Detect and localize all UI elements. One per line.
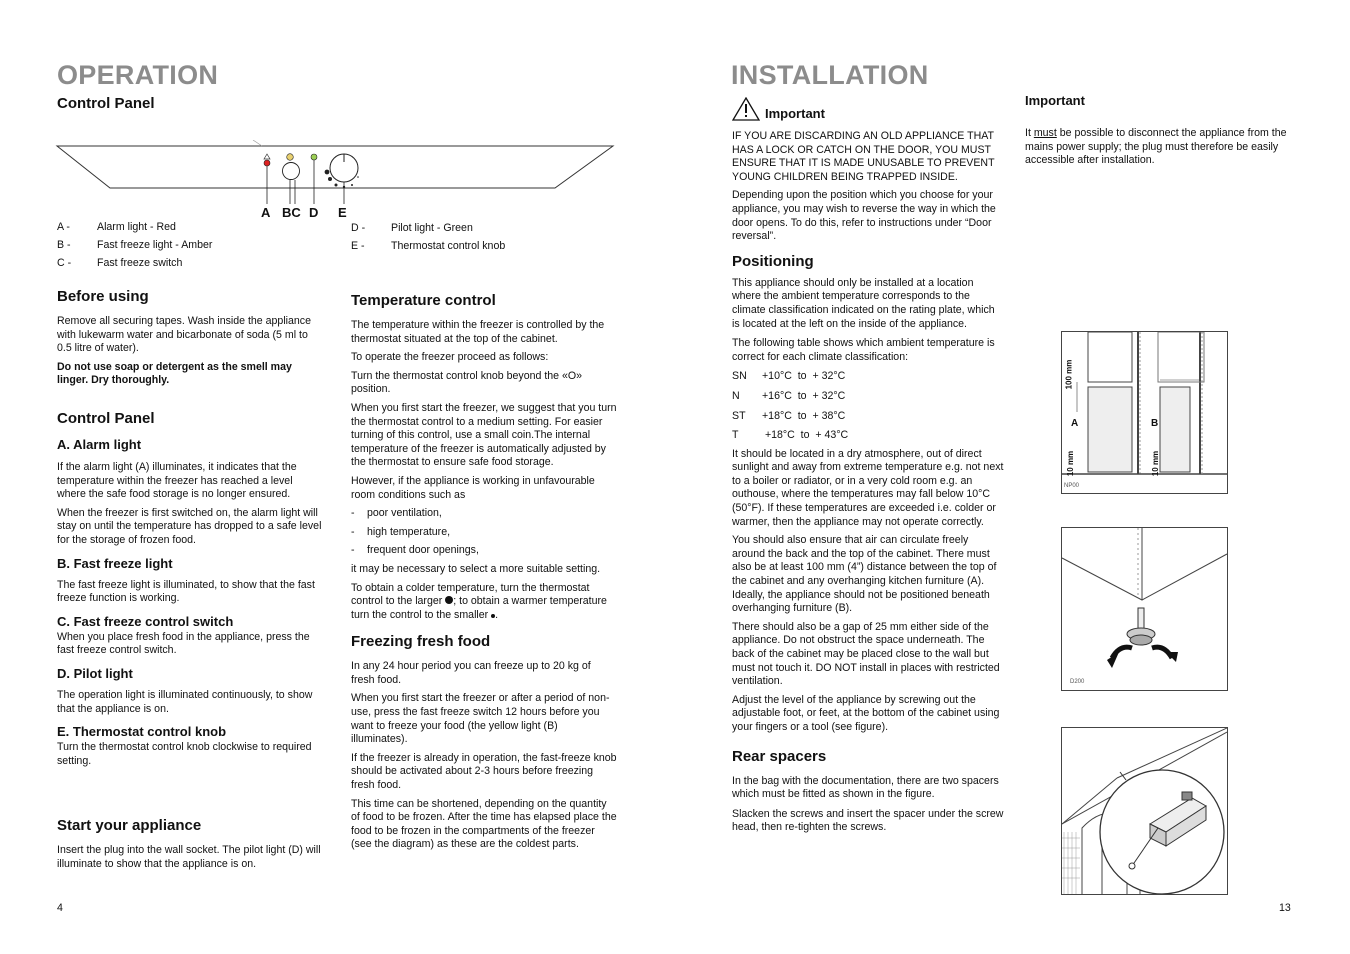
temperature-text-6: it may be necessary to select a more suitable setting. <box>351 562 601 575</box>
alarm-light-text-2: When the freezer is first switched on, the alarm light will stay on until the temperature has dropped to a safe level for the storage of frozen food. <box>57 506 322 546</box>
legend-item: E - Thermostat control knob <box>351 240 506 253</box>
page-title-operation: OPERATION <box>57 60 219 90</box>
fast-freeze-light-heading: B. Fast freeze light <box>57 555 173 571</box>
rear-spacers-heading: Rear spacers <box>732 747 827 765</box>
before-using-heading: Before using <box>57 288 149 305</box>
installation-column <box>732 97 1004 835</box>
fast-freeze-switch-heading: C. Fast freeze control switch <box>57 613 234 629</box>
label-10mm-b: 10 mm <box>1151 450 1161 477</box>
temperature-text-3: Turn the thermostat control knob beyond the «O» position. <box>351 369 583 396</box>
label-a: A <box>1071 418 1079 429</box>
figure-code: D200 <box>1070 679 1085 685</box>
middle-column <box>351 292 617 852</box>
label-10mm-a: 10 mm <box>1066 450 1076 477</box>
list-item: - poor ventilation, <box>351 507 442 520</box>
pilot-light-text: The operation light is illuminated continuously, to show that the appliance is on. <box>57 688 313 715</box>
temperature-heading: Temperature control <box>351 292 496 309</box>
clearance-drawing <box>1062 332 1227 493</box>
positioning-text-5: There should also be a gap of 25 mm either side of the appliance. Do not obstruct the space underneath. The back of the cabinet may be placed close to the wall but must not touch it. DO NOT install in places with restricted ventilation. <box>732 620 1000 688</box>
alarm-light <box>264 160 270 166</box>
rear-spacer-figure <box>1061 727 1228 895</box>
climate-row: SN +10°C to + 32°C <box>732 370 846 383</box>
important-text-2: It must be possible to disconnect the appliance from the mains power supply; the plug must therefore be easily accessible after installation. <box>1025 127 1287 167</box>
rear-spacers-text-2: Slacken the screws and insert the spacer under the screw head, then re-tighten the screws. <box>732 807 1004 834</box>
important-heading-row <box>732 97 1004 121</box>
positioning-heading: Positioning <box>732 252 814 270</box>
pilot-light-heading: D. Pilot light <box>57 665 133 681</box>
diagram-label-e: E <box>338 205 347 220</box>
figure-code: NP00 <box>1064 483 1080 489</box>
spacer-drawing <box>1062 728 1227 894</box>
warning-icon <box>732 97 760 121</box>
warning-icon <box>264 154 270 159</box>
thermostat-knob-text: Turn the thermostat control knob clockwise to required setting. <box>57 741 312 767</box>
fast-freeze-switch-text: When you place fresh food in the appliance, press the fast freeze control switch. <box>57 630 310 657</box>
start-text: Insert the plug into the wall socket. The pilot light (D) will illuminate to show that the appliance is on. <box>57 844 321 870</box>
pilot-light <box>311 154 317 160</box>
positioning-text-6: Adjust the level of the appliance by screwing out the adjustable foot, or feet, at the bottom of the cabinet using your fingers or a tool (see figure). <box>732 693 1000 733</box>
foot-drawing <box>1062 528 1227 690</box>
legend-right <box>351 222 591 254</box>
legend-item: C - Fast freeze switch <box>57 257 183 270</box>
diagram-label-a: A <box>261 205 271 220</box>
freezing-text-3: If the freezer is already in operation, the fast-freeze knob should be activated about 2-3 hours before freezing fresh food. <box>351 751 617 792</box>
thermostat-knob-heading: E. Thermostat control knob <box>57 724 227 740</box>
page-title-installation: INSTALLATION <box>731 60 929 90</box>
temperature-text-4: When you first start the freezer, we suggest that you turn the thermostat control to a medium setting. For easier turning of this control, use a small coin.The internal temperature of the freezer is automatically adjusted by the thermostat to ensure safe food storage. <box>351 401 617 469</box>
control-panel-heading: Control Panel <box>57 95 155 112</box>
control-panel-section-heading: Control Panel <box>57 409 155 427</box>
label-100mm: 100 mm <box>1064 359 1074 390</box>
start-section <box>57 817 327 871</box>
important-heading-2: Important <box>1025 93 1085 108</box>
list-item: - frequent door openings, <box>351 544 479 557</box>
important-warning-text: IF YOU ARE DISCARDING AN OLD APPLIANCE THAT HAS A LOCK OR CATCH ON THE DOOR, YOU MUST ENSURE THAT IT IS MADE UNUSABLE TO PREVENT YOUNG CHILDREN BEING TRAPPED INSIDE. <box>732 130 995 183</box>
fast-freeze-switch <box>283 163 300 180</box>
climate-row: N +16°C to + 32°C <box>732 389 846 402</box>
rear-spacers-text-1: In the bag with the documentation, there are two spacers which must be fitted as shown in the figure. <box>732 774 999 801</box>
important-heading: Important <box>765 106 825 121</box>
climate-row: ST +18°C to + 38°C <box>732 409 846 422</box>
temperature-text-2: To operate the freezer proceed as follows: <box>351 351 549 364</box>
temperature-text-7: To obtain a colder temperature, turn the thermostat control to the larger ; to obtain a warmer temperature turn the control to the smaller . <box>351 581 607 621</box>
page-number-left: 4 <box>57 902 63 914</box>
alarm-light-text: If the alarm light (A) illuminates, it indicates that the temperature within the freezer has reached a level where the safe food storage is no longer ensured. <box>57 460 297 501</box>
start-heading: Start your appliance <box>57 817 202 834</box>
positioning-text-4: You should also ensure that air can circulate freely around the back and the top of the cabinet. There must also be at least 100 mm (4”) distance between the top of the cabinet and any overhanging kitchen furniture (A). Ideally, the appliance should not be positioned beneath overhanging furniture (B). <box>732 534 997 615</box>
positioning-text-1: This appliance should only be installed at a location where the ambient temperature corresponds to the climate classification indicated on the rating plate, which is located at the left on the inside of the appliance. <box>732 276 995 330</box>
legend-item: A - Alarm light - Red <box>57 221 176 233</box>
clearance-figure <box>1061 331 1228 494</box>
diagram-label-bc: BC <box>282 205 301 220</box>
door-reversal-text: Depending upon the position which you choose for your appliance, you may wish to reverse the way in which the door opens. To do this, refer to instructions under “Door reversal”. <box>732 189 996 243</box>
freezing-text-2: When you first start the freezer or after a period of non-use, press the fast freeze switch 12 hours before you want to freeze your food (the yellow light (B) illuminates). <box>351 692 610 746</box>
freezing-text-4: This time can be shortened, depending on the quantity of food to be frozen. After the time has elapsed place the food to be frozen in the compartments of the freezer (see the diagram) as these are the coldest parts. <box>351 797 617 851</box>
important-box <box>1025 93 1295 168</box>
temperature-text-5: However, if the appliance is working in unfavourable room conditions such as <box>351 474 595 501</box>
fast-freeze-light <box>287 154 294 161</box>
diagram-label-d: D <box>309 205 319 220</box>
freezing-text-1: In any 24 hour period you can freeze up to 20 kg of fresh food. <box>351 660 591 686</box>
list-item: - high temperature, <box>351 525 451 538</box>
temperature-text-1: The temperature within the freezer is controlled by the thermostat situated at the top of the cabinet. <box>351 319 605 345</box>
fast-freeze-light-text: The fast freeze light is illuminated, to show that the fast freeze function is working. <box>57 578 315 605</box>
page-number-right: 13 <box>1279 902 1291 914</box>
climate-row: T +18°C to + 43°C <box>732 429 849 442</box>
label-b: B <box>1151 418 1159 429</box>
before-using-text: Remove all securing tapes. Wash inside the appliance with lukewarm water and bicarbonate of soda (5 ml to 0.5 litre of water). <box>57 315 311 355</box>
legend-item: B - Fast freeze light - Amber <box>57 239 213 252</box>
control-panel-diagram <box>55 140 617 222</box>
left-column <box>57 288 322 768</box>
legend-left <box>57 221 297 271</box>
freezing-heading: Freezing fresh food <box>351 633 491 651</box>
positioning-text-2: The following table shows which ambient temperature is correct for each climate classification: <box>732 337 995 363</box>
legend-item: D - Pilot light - Green <box>351 222 473 234</box>
positioning-text-3: It should be located in a dry atmosphere, out of direct sunlight and away from extreme temperature e.g. not next to a boiler or radiator, or in a very cold room e.g. an outhouse, where the temperatures may fall below 10°C (50°F). If these temperatures are exceeded i.e. colder or warmer, then the appliance may not operate correctly. <box>732 447 1004 528</box>
before-using-warning: Do not use soap or detergent as the smell may linger. Dry thoroughly. <box>57 360 292 387</box>
alarm-light-heading: A. Alarm light <box>57 436 142 452</box>
adjustable-foot-figure <box>1061 527 1228 691</box>
